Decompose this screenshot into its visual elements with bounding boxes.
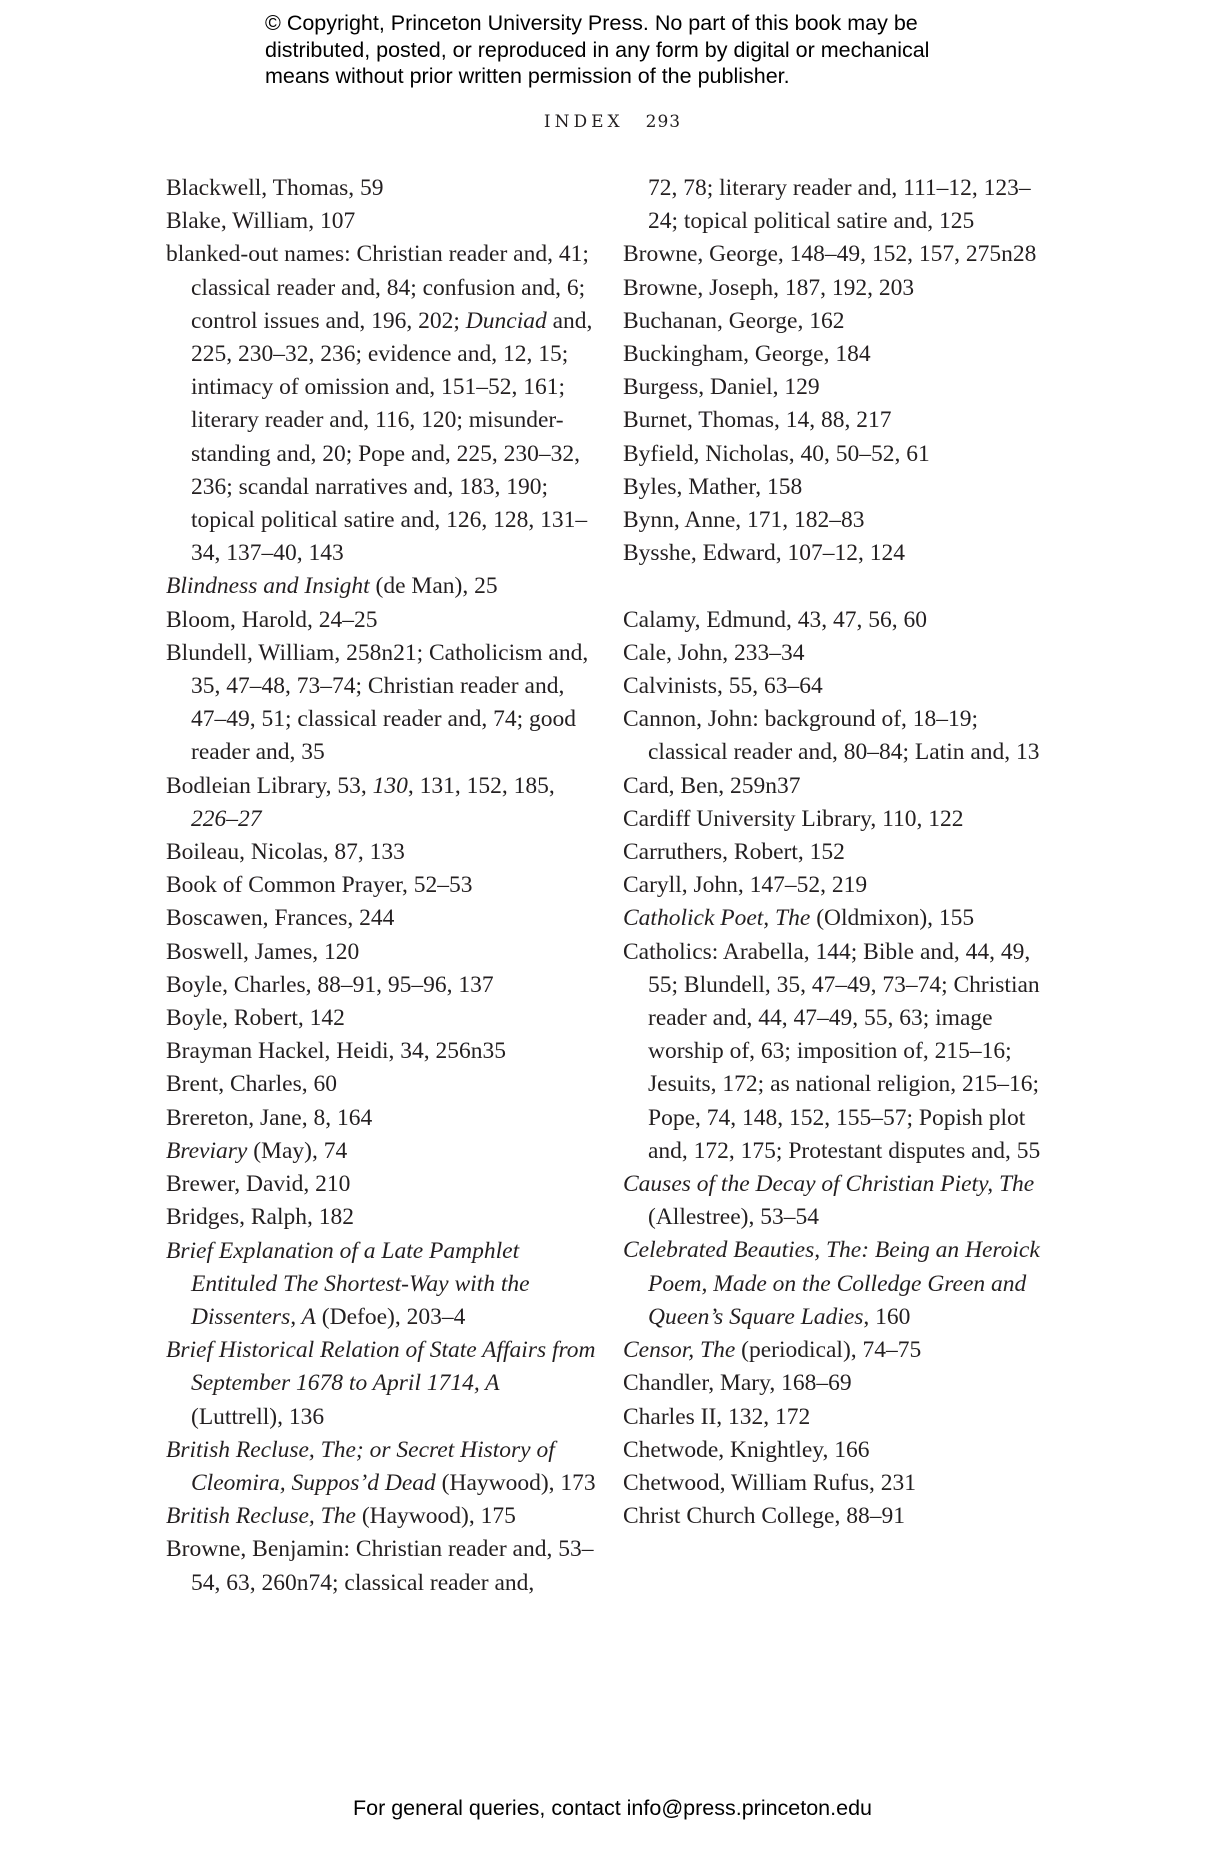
index-entry: Blindness and Insight (de Man), 25 xyxy=(166,573,498,600)
index-entry: Boileau, Nicolas, 87, 133 xyxy=(166,839,405,866)
index-entry: Christ Church College, 88–91 xyxy=(623,1503,905,1530)
running-head-label: INDEX xyxy=(543,112,624,132)
index-entry: Bysshe, Edward, 107–12, 124 xyxy=(623,540,905,567)
index-entry: Cannon, John: background of, 18–19; classical reader and, 80–84; Latin and, 13 xyxy=(623,706,1040,766)
copyright-line: distributed, posted, or reproduced in any form by digital or mechanical xyxy=(265,37,930,62)
index-entry: Chetwode, Knightley, 166 xyxy=(623,1436,870,1463)
index-entry: Blackwell, Thomas, 59 xyxy=(166,175,384,201)
index-entry: Byles, Mather, 158 xyxy=(623,473,803,500)
index-entry: Calamy, Edmund, 43, 47, 56, 60 xyxy=(623,606,927,633)
index-entry: Carruthers, Robert, 152 xyxy=(623,839,845,866)
index-entry: Brereton, Jane, 8, 164 xyxy=(166,1104,373,1131)
index-entry: Burnet, Thomas, 14, 88, 217 xyxy=(623,407,892,434)
index-entry: Celebrated Beauties, The: Being an Heroick Poem, Made on the Colledge Green and Queen’s Square Ladies, 160 xyxy=(623,1237,1040,1330)
index-entry: Book of Common Prayer, 52–53 xyxy=(166,872,473,899)
index-entry: British Recluse, The; or Secret History of Cleomira, Suppos’d Dead (Haywood), 173 xyxy=(166,1436,596,1496)
footer-contact: For general queries, contact info@press.princeton.edu xyxy=(352,1796,872,1820)
copyright-notice xyxy=(265,10,1025,90)
copyright-line: means without prior written permission of the publisher. xyxy=(265,64,790,88)
index-entry: Censor, The (periodical), 74–75 xyxy=(623,1337,922,1364)
index-entry: Blake, William, 107 xyxy=(166,208,356,235)
index-entry: blanked-out names: Christian reader and, 41; classical reader and, 84; confusion and, 6; control issues and, 196, 202; Dunciad and, 225, 230–32, 236; evidence and, 12, 15; intimacy of omission and, 151–52, 161; literary reader and, 116, 120; misunder-standing and, 20; Pope and, 225, 230–32, 236; scandal narratives and, 183, 190; topical political satire and, 126, 128, 131–34, 137–40, 143 xyxy=(166,241,593,567)
index-column-right xyxy=(623,172,1053,1533)
index-entry: Cardiff University Library, 110, 122 xyxy=(623,805,964,832)
index-entry xyxy=(623,570,1053,603)
index-entry: Brayman Hackel, Heidi, 34, 256n35 xyxy=(166,1038,507,1065)
index-entry: Brewer, David, 210 xyxy=(166,1171,351,1198)
index-entry: Chandler, Mary, 168–69 xyxy=(623,1370,852,1397)
index-entry: Brent, Charles, 60 xyxy=(166,1071,337,1098)
index-entry: Browne, Benjamin: Christian reader and, 53–54, 63, 260n74; classical reader and, xyxy=(166,1536,594,1596)
index-entry: Caryll, John, 147–52, 219 xyxy=(623,872,868,899)
index-entry: Brief Historical Relation of State Affairs from September 1678 to April 1714, A (Luttrell), 136 xyxy=(166,1337,596,1430)
running-head xyxy=(0,112,1225,132)
index-entry: Buckingham, George, 184 xyxy=(623,341,871,368)
index-entry: Breviary (May), 74 xyxy=(166,1137,348,1164)
index-entry: Boswell, James, 120 xyxy=(166,938,360,965)
index-entry: Chetwood, William Rufus, 231 xyxy=(623,1469,917,1496)
index-entry: Bynn, Anne, 171, 182–83 xyxy=(623,507,865,534)
index-entry: Buchanan, George, 162 xyxy=(623,307,845,334)
index-entry: Boyle, Robert, 142 xyxy=(166,1005,345,1032)
index-entry: Blundell, William, 258n21; Catholicism and, 35, 47–48, 73–74; Christian reader and, 47–49, 51; classical reader and, 74; good reader and, 35 xyxy=(166,639,589,766)
copyright-line: © Copyright, Princeton University Press. No part of this book may be xyxy=(265,11,918,35)
index-entry: Byfield, Nicholas, 40, 50–52, 61 xyxy=(623,440,930,467)
index-entry: Charles II, 132, 172 xyxy=(623,1403,811,1430)
index-column-left xyxy=(166,172,596,1600)
index-entry: Causes of the Decay of Christian Piety, The (Allestree), 53–54 xyxy=(623,1171,1035,1231)
index-entry: Catholics: Arabella, 144; Bible and, 44, 49, 55; Blundell, 35, 47–49, 73–74; Christian reader and, 44, 47–49, 55, 63; image worship of, 63; imposition of, 215–16; Jesuits, 172; as national religion, 215–16; Pope, 74, 148, 152, 155–57; Popish plot and, 172, 175; Protestant disputes and, 55 xyxy=(623,938,1041,1164)
index-entry: Brief Explanation of a Late Pamphlet Entituled The Shortest-Way with the Dissenters, A (Defoe), 203–4 xyxy=(166,1237,530,1330)
index-entry: 72, 78; literary reader and, 111–12, 123–24; topical political satire and, 125 xyxy=(648,175,1031,235)
index-entry: Calvinists, 55, 63–64 xyxy=(623,673,823,700)
index-entry: Boyle, Charles, 88–91, 95–96, 137 xyxy=(166,971,494,998)
index-entry: Card, Ben, 259n37 xyxy=(623,772,801,799)
index-entry: Catholick Poet, The (Oldmixon), 155 xyxy=(623,905,975,932)
index-entry: Browne, George, 148–49, 152, 157, 275n28 xyxy=(623,241,1037,268)
index-entry: Cale, John, 233–34 xyxy=(623,639,805,666)
index-entry: British Recluse, The (Haywood), 175 xyxy=(166,1503,516,1530)
page-number: 293 xyxy=(645,112,682,132)
index-entry: Boscawen, Frances, 244 xyxy=(166,905,395,932)
index-entry: Bridges, Ralph, 182 xyxy=(166,1204,354,1231)
index-entry: Browne, Joseph, 187, 192, 203 xyxy=(623,274,915,301)
index-entry: Bloom, Harold, 24–25 xyxy=(166,606,378,633)
index-entry: Bodleian Library, 53, 130, 131, 152, 185, 226–27 xyxy=(166,772,555,832)
index-entry: Burgess, Daniel, 129 xyxy=(623,374,820,401)
